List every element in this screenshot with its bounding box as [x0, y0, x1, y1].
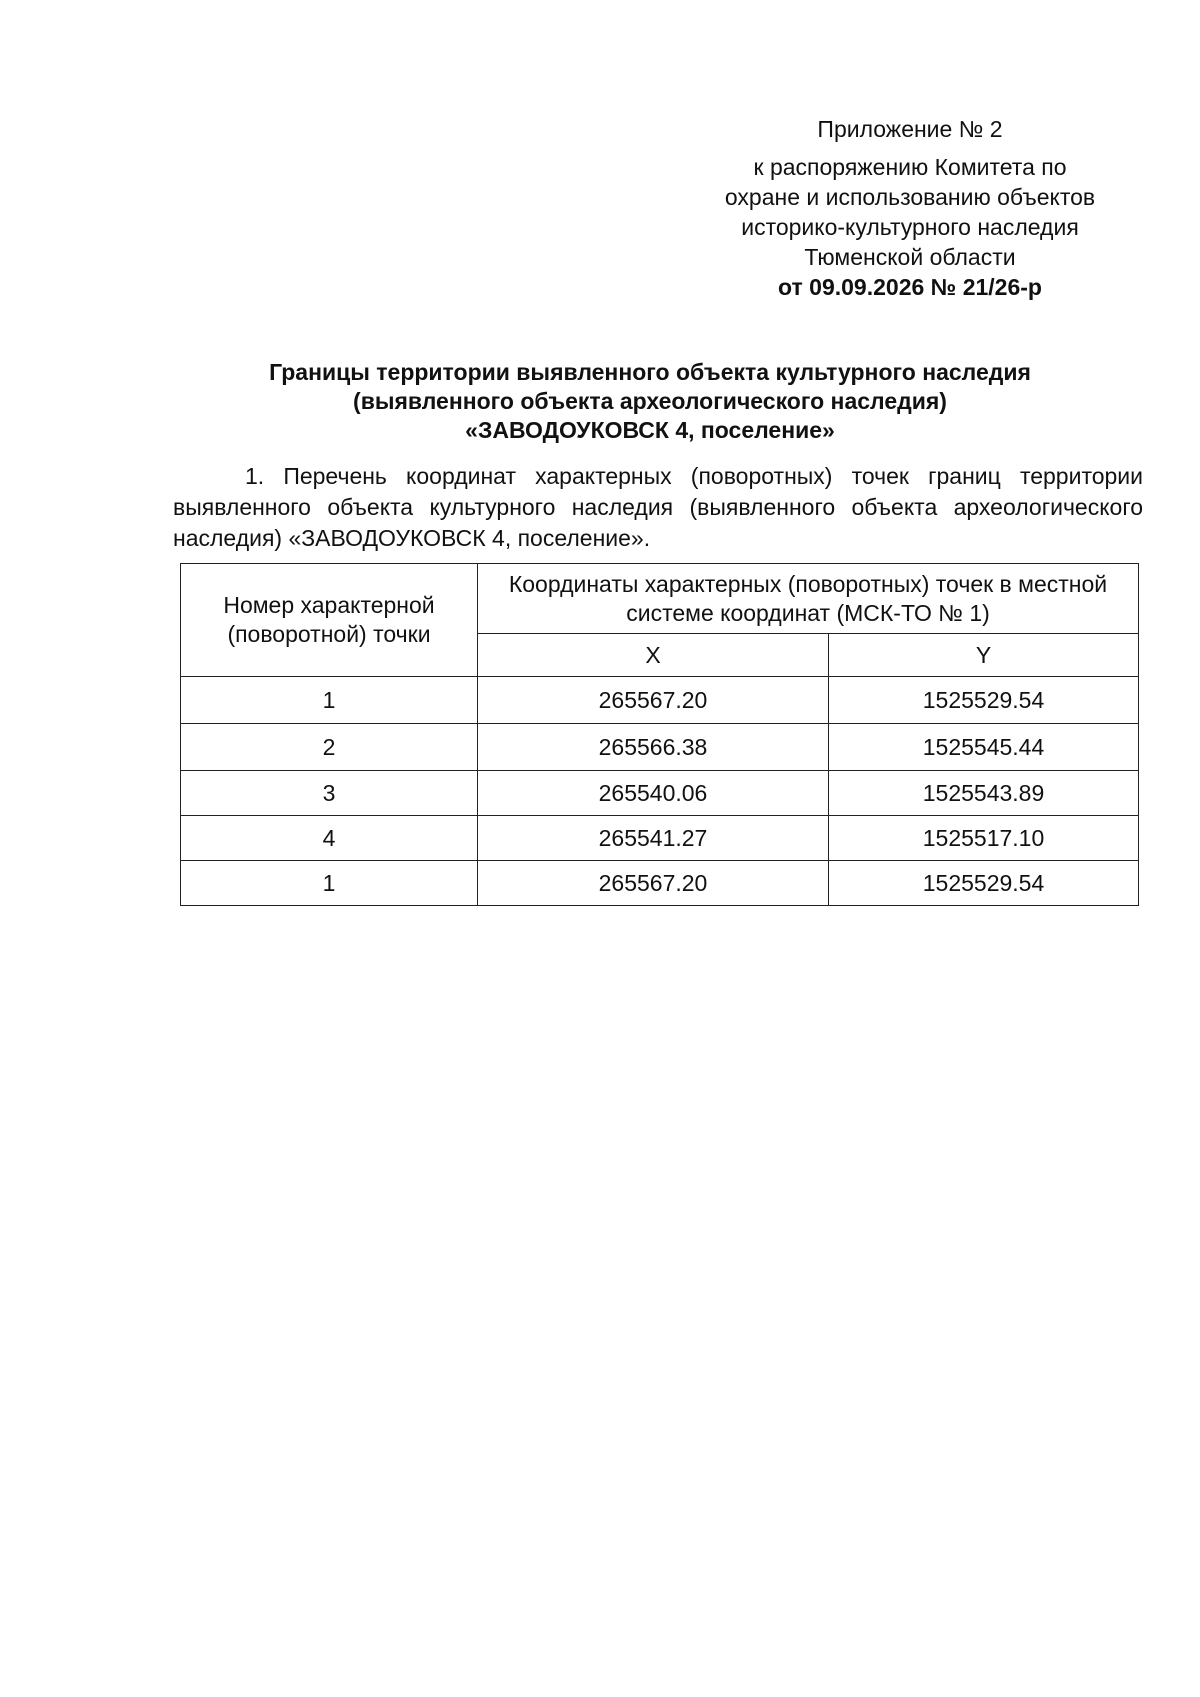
table-row	[181, 677, 1139, 724]
appendix-line: историко-культурного наследия	[741, 214, 1079, 240]
coordinates-table	[180, 563, 1139, 906]
document-title	[170, 358, 1130, 445]
cell-y: 1525543.89	[829, 771, 1139, 816]
table-row	[181, 724, 1139, 771]
title-line: Границы территории выявленного объекта культурного наследия	[269, 359, 1031, 385]
appendix-line: Тюменской области	[804, 244, 1016, 270]
table-header-row	[181, 564, 1139, 634]
decree-reference: от 09.09.2026 № 21/26-р	[778, 274, 1042, 300]
table-row	[181, 771, 1139, 816]
cell-y: 1525517.10	[829, 816, 1139, 861]
appendix-line: охране и использованию объектов	[724, 184, 1096, 210]
appendix-block	[700, 114, 1120, 302]
cell-point: 1	[181, 677, 478, 724]
table-row	[181, 861, 1139, 906]
cell-y: 1525545.44	[829, 724, 1139, 771]
cell-point: 4	[181, 816, 478, 861]
cell-x: 265567.20	[478, 677, 829, 724]
cell-point: 3	[181, 771, 478, 816]
cell-x: 265541.27	[478, 816, 829, 861]
coordinates-intro-paragraph: 1. Перечень координат характерных (поворотных) точек границ территории выявленного объекта культурного наследия (выявленного объекта археологического наследия) «ЗАВОДОУКОВСК 4, поселение».	[173, 463, 1143, 551]
cell-x: 265566.38	[478, 724, 829, 771]
title-line: (выявленного объекта археологического наследия)	[353, 388, 947, 414]
header-x: X	[478, 634, 829, 677]
cell-y: 1525529.54	[829, 861, 1139, 906]
cell-y: 1525529.54	[829, 677, 1139, 724]
appendix-line: к распоряжению Комитета по	[753, 154, 1067, 180]
header-coordinates: Координаты характерных (поворотных) точек в местной системе координат (МСК-ТО № 1)	[478, 564, 1139, 634]
header-y: Y	[829, 634, 1139, 677]
cell-point: 1	[181, 861, 478, 906]
table-row	[181, 816, 1139, 861]
cell-x: 265540.06	[478, 771, 829, 816]
cell-point: 2	[181, 724, 478, 771]
cell-x: 265567.20	[478, 861, 829, 906]
header-point-number: Номер характерной (поворотной) точки	[181, 564, 478, 677]
title-line: «ЗАВОДОУКОВСК 4, поселение»	[465, 417, 835, 443]
appendix-number: Приложение № 2	[817, 116, 1003, 142]
